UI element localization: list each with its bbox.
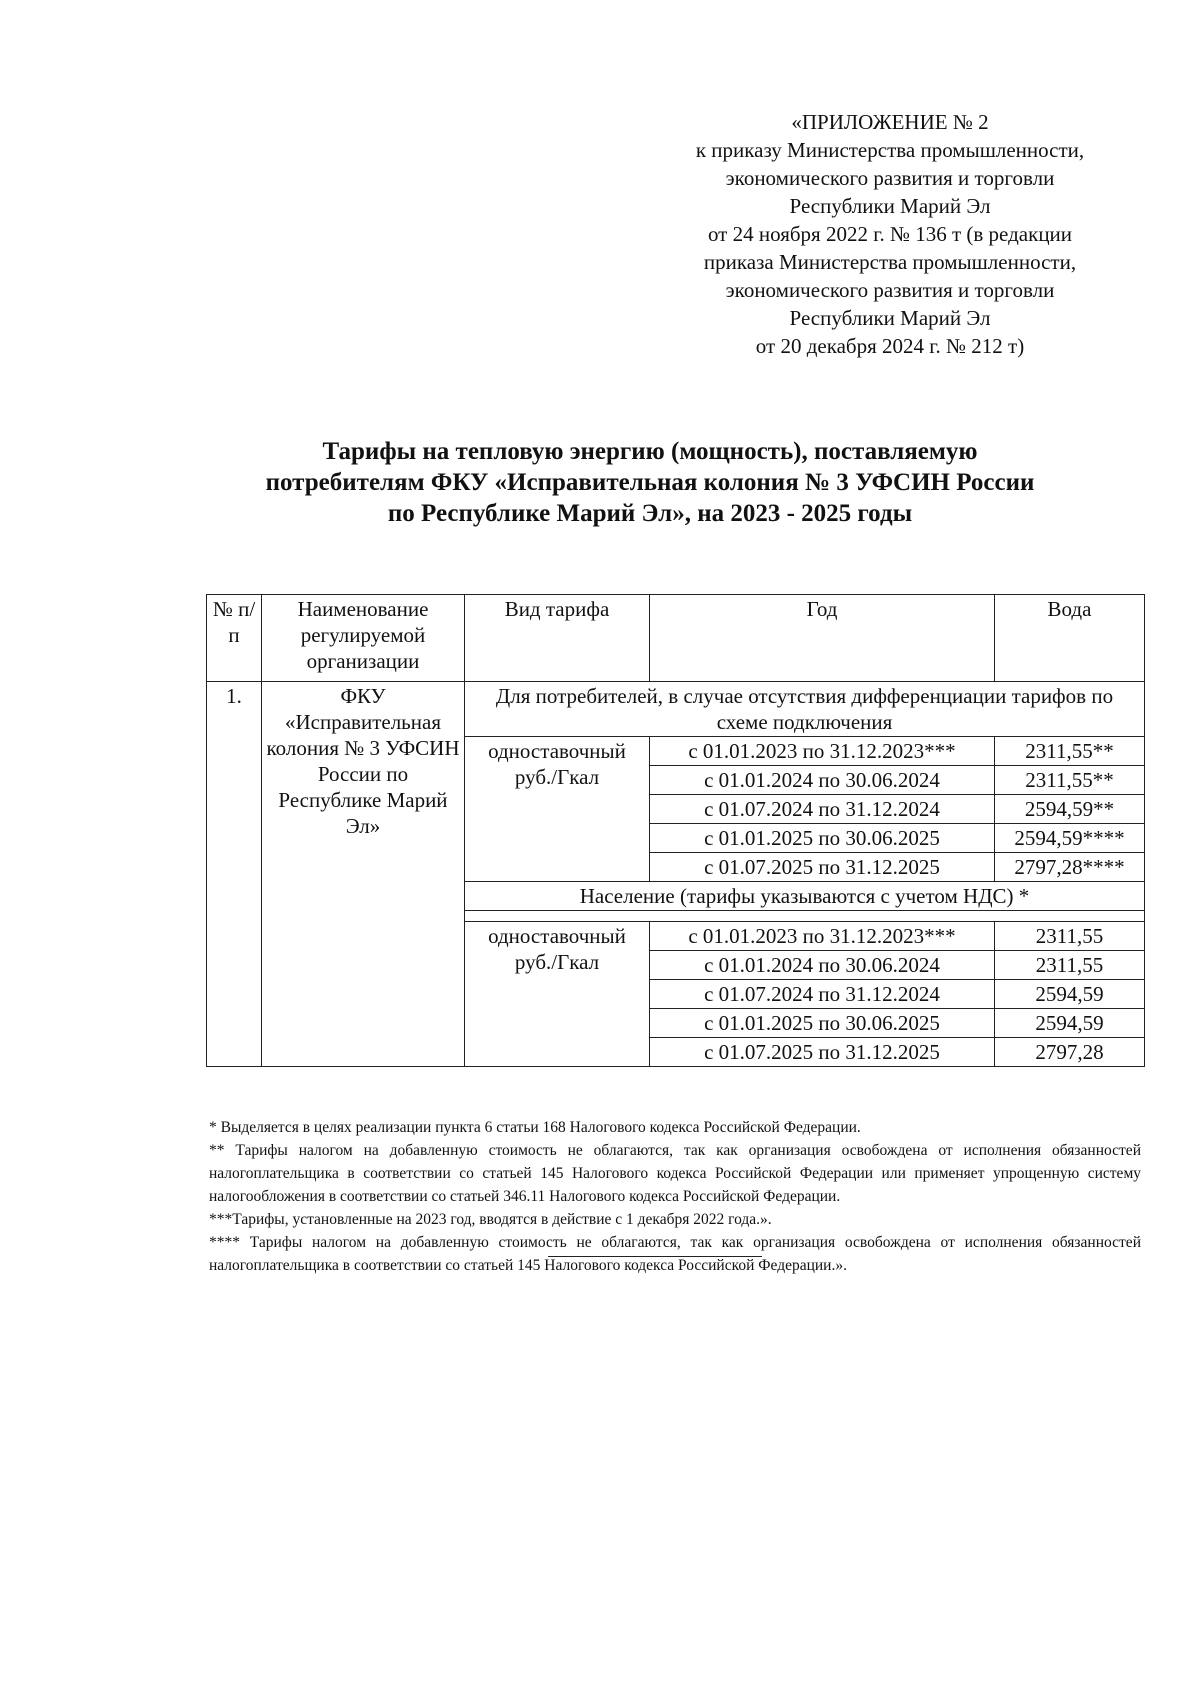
value-cell: 2594,59 <box>995 980 1145 1009</box>
footnote: * Выделяется в целях реализации пункта 6 статьи 168 Налогового кодекса Российской Федерации. <box>209 1119 861 1136</box>
value-cell: 2594,59**** <box>995 824 1145 853</box>
end-divider <box>548 1256 762 1257</box>
period-cell: с 01.01.2024 по 30.06.2024 <box>650 951 995 980</box>
group-label-population: Население (тарифы указываются с учетом НДС) * <box>465 882 1145 911</box>
value-cell: 2311,55 <box>995 951 1145 980</box>
table-row <box>207 682 1145 737</box>
period-cell: с 01.01.2025 по 30.06.2025 <box>650 1009 995 1038</box>
period-cell: с 01.07.2025 по 31.12.2025 <box>650 853 995 882</box>
period-cell: с 01.07.2025 по 31.12.2025 <box>650 1038 995 1067</box>
footnote: ***Тарифы, установленные на 2023 год, вводятся в действие с 1 декабря 2022 года.». <box>209 1211 772 1228</box>
header-line: от 24 ноября 2022 г. № 136 т (в редакции <box>707 222 1073 246</box>
value-cell: 2311,55 <box>995 922 1145 951</box>
table-header-row <box>207 595 1145 682</box>
group-label-consumers: Для потребителей, в случае отсутствия дифференциации тарифов по схеме подключения <box>465 682 1145 737</box>
title-line: Тарифы на тепловую энергию (мощность), поставляемую <box>322 438 978 465</box>
header-org: Наименование регулируемой организации <box>262 595 465 682</box>
header-year: Год <box>650 595 995 682</box>
value-cell: 2797,28**** <box>995 853 1145 882</box>
value-cell: 2311,55** <box>995 766 1145 795</box>
value-cell: 2594,59 <box>995 1009 1145 1038</box>
header-water: Вода <box>995 595 1145 682</box>
spacer-cell <box>465 911 1145 922</box>
header-line: Республики Марий Эл <box>789 194 991 218</box>
title-line: потребителям ФКУ «Исправительная колония № 3 УФСИН России <box>265 469 1035 496</box>
header-line: к приказу Министерства промышленности, <box>695 138 1085 162</box>
value-cell: 2311,55** <box>995 737 1145 766</box>
value-cell: 2594,59** <box>995 795 1145 824</box>
period-cell: с 01.07.2024 по 31.12.2024 <box>650 980 995 1009</box>
value-cell: 2797,28 <box>995 1038 1145 1067</box>
document-title <box>190 436 1110 529</box>
period-cell: с 01.01.2024 по 30.06.2024 <box>650 766 995 795</box>
title-line: по Республике Марий Эл», на 2023 - 2025 годы <box>387 500 913 527</box>
header-line: экономического развития и торговли <box>725 166 1055 190</box>
header-type: Вид тарифа <box>465 595 650 682</box>
tariff-type: одноставочный руб./Гкал <box>465 737 650 882</box>
organization-name: ФКУ «Исправительная колония № 3 УФСИН России по Республике Марий Эл» <box>262 682 465 1067</box>
header-num: № п/п <box>207 595 262 682</box>
row-number: 1. <box>207 682 262 1067</box>
period-cell: с 01.01.2023 по 31.12.2023*** <box>650 922 995 951</box>
footnotes <box>209 1116 1141 1277</box>
tariff-type: одноставочный руб./Гкал <box>465 922 650 1067</box>
footnote: ** Тарифы налогом на добавленную стоимость не облагаются, так как организация освобождена от исполнения обязанностей налогоплательщика в соответствии со статьей 145 Налогового кодекса Российской Федерации или применяет упрощенную систему налогообложения в соответствии со статьей 346.11 Налогового кодекса Российской Федерации. <box>209 1142 1141 1205</box>
header-line: Республики Марий Эл <box>789 306 991 330</box>
footnote: **** Тарифы налогом на добавленную стоимость не облагаются, так как организация освобождена от исполнения обязанностей налогоплательщика в соответствии со статьей 145 Налогового кодекса Российской Федерации.». <box>209 1234 1141 1274</box>
period-cell: с 01.07.2024 по 31.12.2024 <box>650 795 995 824</box>
tariff-table <box>206 594 1145 1067</box>
appendix-header <box>640 108 1140 360</box>
header-line: приказа Министерства промышленности, <box>703 250 1077 274</box>
header-line: «ПРИЛОЖЕНИЕ № 2 <box>791 110 989 134</box>
period-cell: с 01.01.2025 по 30.06.2025 <box>650 824 995 853</box>
header-line: от 20 декабря 2024 г. № 212 т) <box>755 334 1025 358</box>
period-cell: с 01.01.2023 по 31.12.2023*** <box>650 737 995 766</box>
header-line: экономического развития и торговли <box>725 278 1055 302</box>
